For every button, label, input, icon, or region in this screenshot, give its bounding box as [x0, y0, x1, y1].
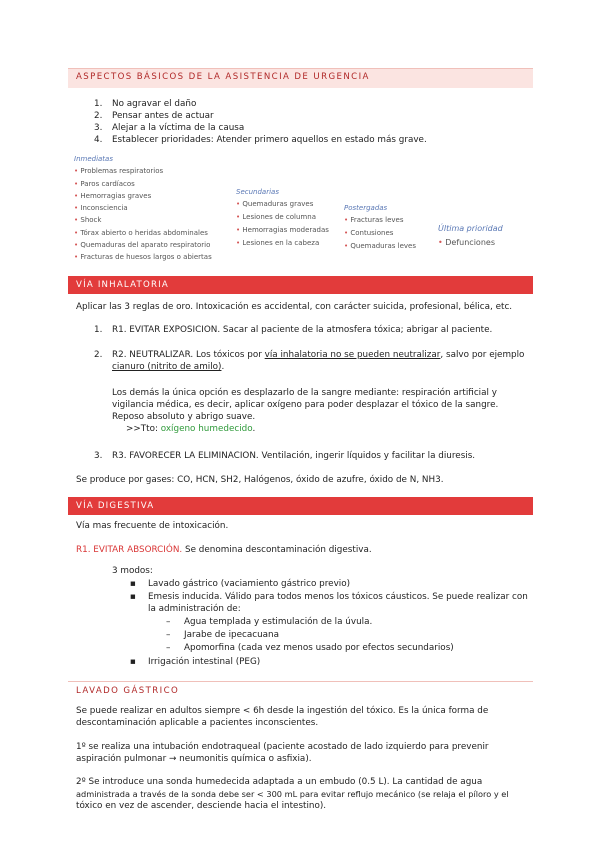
r1-evitar-absorcion: R1. EVITAR ABSORCIÓN. Se denomina descontaminación digestiva.	[76, 545, 372, 555]
priority-diagram-postergadas	[344, 202, 416, 253]
rule2-para-line2: vigilancia médica, es decir, aplicar oxígeno para poder desplazar el tóxico de la sangre.	[112, 400, 499, 410]
gases-text: Se produce por gases: CO, HCN, SH2, Halógenos, óxido de azufre, óxido de N, NH3.	[76, 475, 444, 485]
rule2-line1: R2. NEUTRALIZAR. Los tóxicos por vía inhalatoria no se pueden neutralizar, salvo por ejemplo	[112, 350, 525, 360]
step-4-text: Establecer prioridades: Atender primero aquellos en estado más grave.	[112, 135, 427, 145]
rule2-para-line3: Reposo absoluto y abrigo suave.	[112, 412, 256, 422]
step-3-number: 3.	[94, 123, 103, 133]
step-1-text: No agravar el daño	[112, 99, 197, 109]
lavado-p1-line1: Se puede realizar en adultos siempre < 6h desde la ingestión del tóxico. Es la única forma de	[76, 706, 489, 716]
postergadas-item: • Contusiones	[344, 229, 394, 238]
lavado-p3-line2: administrada a través de la sonda debe ser < 300 mL para evitar reflujo mecánico (se relaja el píloro y el	[76, 789, 509, 799]
rule3-text: R3. FAVORECER LA ELIMINACION. Ventilación, ingerir líquidos y facilitar la diuresis.	[112, 451, 476, 461]
sub2-text: Jarabe de ipecacuana	[184, 630, 280, 640]
modes-label: 3 modos:	[112, 566, 153, 576]
inmediatas-title: Inmediatas	[74, 155, 113, 163]
mode2-bullet: ▪	[130, 592, 136, 602]
step-2-text: Pensar antes de actuar	[112, 111, 214, 121]
sub1-dash: –	[166, 617, 171, 627]
inmediatas-item: • Hemorragias graves	[74, 191, 152, 200]
sub1-text: Agua templada y estimulación de la úvula.	[184, 617, 373, 627]
lavado-p3-line1: 2º Se introduce una sonda humedecida adaptada a un embudo (0.5 L). La cantidad de agua	[76, 777, 483, 787]
lavado-p2-line2: aspiración pulmonar → neumonitis química o asfixia).	[76, 754, 312, 764]
inmediatas-item: • Inconsciencia	[74, 204, 128, 213]
lavado-p3-line3: tóxico en vez de ascender, desciende hacia el intestino).	[76, 801, 327, 811]
step-3-text: Alejar a la víctima de la causa	[112, 123, 245, 133]
mode1-text: Lavado gástrico (vaciamiento gástrico previo)	[148, 579, 351, 589]
secundarias-item: • Lesiones de columna	[236, 213, 316, 222]
inmediatas-item: • Tórax abierto o heridas abdominales	[74, 228, 208, 237]
section-title-asistencia: ASPECTOS BÁSICOS DE LA ASISTENCIA DE URGENCIA	[76, 72, 370, 82]
ultima-item: • Defunciones	[438, 238, 495, 247]
rule3-number: 3.	[94, 451, 103, 461]
rule2-line2: cianuro (nitrito de amilo).	[112, 362, 225, 372]
section-divider-lavado	[68, 681, 533, 682]
rule2-number: 2.	[94, 350, 103, 360]
ultima-title: Última prioridad	[438, 224, 503, 233]
rule1-number: 1.	[94, 325, 103, 335]
sub3-dash: –	[166, 643, 171, 653]
mode1-bullet: ▪	[130, 579, 136, 589]
rule2-para-line1: Los demás la única opción es desplazarlo de la sangre mediante: respiración artificial y	[112, 388, 497, 398]
inmediatas-item: • Fracturas de huesos largos o abiertas	[74, 253, 212, 262]
section-title-digestiva: VÍA DIGESTIVA	[76, 501, 155, 511]
mode2-line2: la administración de:	[148, 604, 241, 614]
secundarias-item: • Hemorragias moderadas	[236, 226, 329, 235]
priority-diagram-secundarias	[236, 186, 329, 250]
mode3-bullet: ▪	[130, 657, 136, 667]
section-title-inhalatoria: VÍA INHALATORIA	[76, 280, 169, 290]
secundarias-list	[236, 198, 329, 250]
inmediatas-item: • Shock	[74, 216, 102, 225]
step-2-number: 2.	[94, 111, 103, 121]
sub2-dash: –	[166, 630, 171, 640]
rule1-text: R1. EVITAR EXPOSICION. Sacar al paciente de la atmosfera tóxica; abrigar al paciente.	[112, 325, 493, 335]
step-1-number: 1.	[94, 99, 103, 109]
priority-diagram-inmediatas	[74, 153, 212, 264]
sub3-text: Apomorfina (cada vez menos usado por efectos secundarios)	[184, 643, 454, 653]
step-4-number: 4.	[94, 135, 103, 145]
priority-diagram-ultima	[438, 222, 503, 250]
inmediatas-item: • Problemas respiratorios	[74, 167, 164, 176]
section-title-lavado: LAVADO GÁSTRICO	[76, 686, 180, 696]
postergadas-list	[344, 214, 416, 253]
postergadas-item: • Fracturas leves	[344, 216, 404, 225]
postergadas-title: Postergadas	[344, 204, 388, 212]
secundarias-title: Secundarias	[236, 188, 279, 196]
treatment-line: >>Tto: oxígeno humedecido.	[126, 424, 256, 434]
inmediatas-item: • Quemaduras del aparato respiratorio	[74, 241, 211, 250]
mode3-text: Irrigación intestinal (PEG)	[148, 657, 261, 667]
secundarias-item: • Quemaduras graves	[236, 200, 314, 209]
lavado-p1-line2: descontaminación aplicable a pacientes inconscientes.	[76, 718, 319, 728]
lavado-p2-line1: 1º se realiza una intubación endotraqueal (paciente acostado de lado izquierdo para prevenir	[76, 742, 489, 752]
inmediatas-item: • Paros cardíacos	[74, 179, 135, 188]
postergadas-item: • Quemaduras leves	[344, 242, 417, 251]
digestiva-intro: Vía mas frecuente de intoxicación.	[76, 521, 229, 531]
mode2-line1: Emesis inducida. Válido para todos menos los tóxicos cáusticos. Se puede realizar con	[148, 592, 528, 602]
inmediatas-list	[74, 165, 212, 263]
inhalatoria-intro: Aplicar las 3 reglas de oro. Intoxicación es accidental, con carácter suicida, profesional, bélica, etc.	[76, 302, 513, 312]
secundarias-item: • Lesiones en la cabeza	[236, 239, 320, 248]
